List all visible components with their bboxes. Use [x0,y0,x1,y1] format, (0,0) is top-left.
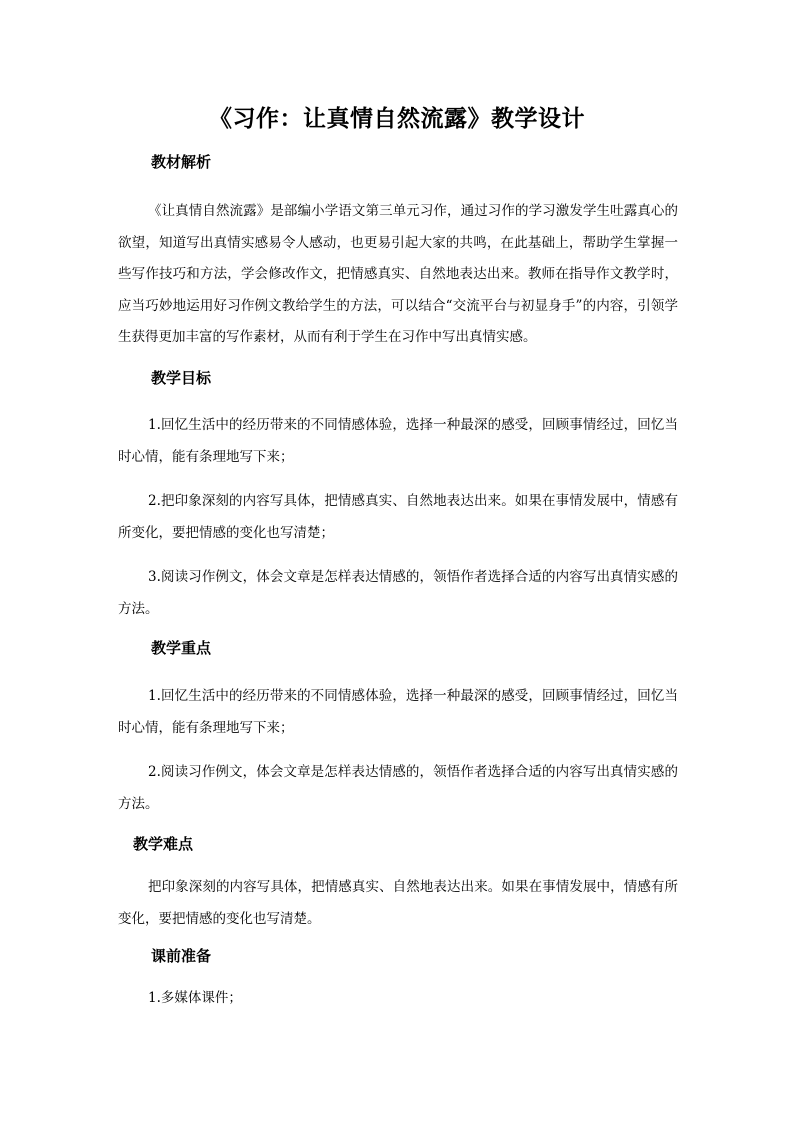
document-title: 《习作：让真情自然流露》教学设计 [209,105,585,132]
goals-item-3: 3.阅读习作例文，体会文章是怎样表达情感的，领悟作者选择合适的内容写出真情实感的方法。 [118,569,678,617]
section-heading-key-points: 教学重点 [151,639,212,657]
section-heading-goals: 教学目标 [151,369,212,387]
goals-item-2: 2.把印象深刻的内容写具体，把情感真实、自然地表达出来。如果在事情发展中，情感有所变化，要把情感的变化也写清楚； [118,493,678,541]
goals-item-1: 1.回忆生活中的经历带来的不同情感体验，选择一种最深的感受，回顾事情经过，回忆当时心情，能有条理地写下来； [118,417,678,465]
section-heading-difficulties: 教学难点 [133,835,194,853]
analysis-paragraph: 《让真情自然流露》是部编小学语文第三单元习作，通过习作的学习激发学生吐露真心的欲望，知道写出真情实感易令人感动，也更易引起大家的共鸣，在此基础上，帮助学生掌握一些写作技巧和方法，学会修改作文，把情感真实、自然地表达出来。教师在指导作文教学时，应当巧妙地运用好习作例文教给学生的方法，可以结合“交流平台与初显身手”的内容，引领学生获得更加丰富的写作素材，从而有利于学生在习作中写出真情实感。 [118,203,678,345]
preparation-item-1: 1.多媒体课件； [148,990,242,1006]
difficulties-paragraph: 把印象深刻的内容写具体，把情感真实、自然地表达出来。如果在事情发展中，情感有所变化，要把情感的变化也写清楚。 [118,879,678,927]
section-heading-preparation: 课前准备 [151,947,212,965]
section-heading-analysis: 教材解析 [151,153,212,171]
key-points-item-2: 2.阅读习作例文，体会文章是怎样表达情感的，领悟作者选择合适的内容写出真情实感的方法。 [118,764,678,812]
key-points-item-1: 1.回忆生活中的经历带来的不同情感体验，选择一种最深的感受，回顾事情经过，回忆当时心情，能有条理地写下来； [118,688,678,736]
